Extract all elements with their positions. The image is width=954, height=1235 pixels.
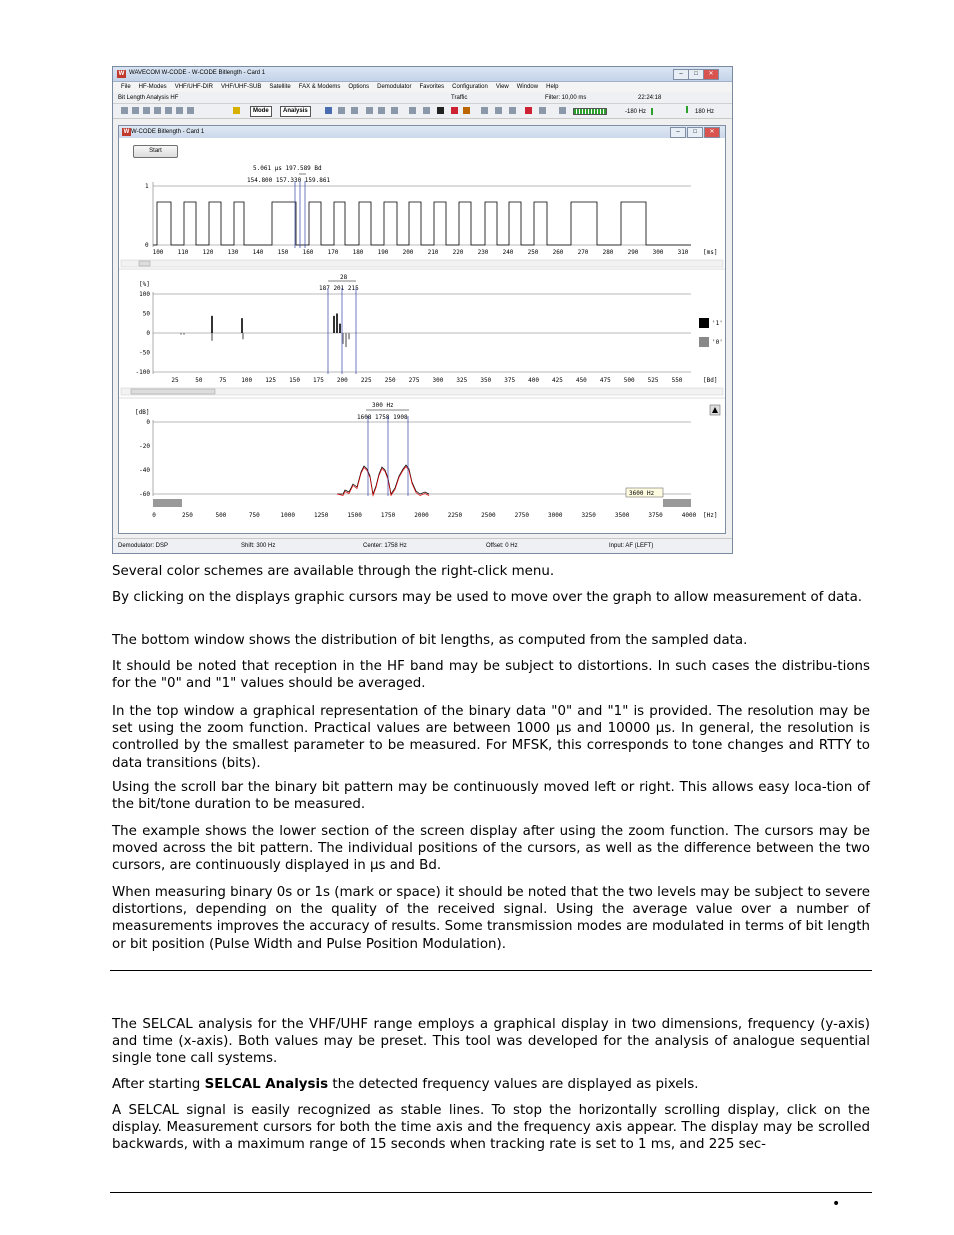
toolbar xyxy=(113,104,732,119)
arrow-down-icon[interactable] xyxy=(338,107,345,114)
g2-xtick: 375 xyxy=(504,377,516,384)
g3-y-unit: [dB] xyxy=(135,409,150,416)
help-icon[interactable] xyxy=(233,107,240,114)
status-offset: Offset: 0 Hz xyxy=(486,543,518,549)
g2-xtick: 100 xyxy=(241,377,253,384)
selcal-paragraph: The SELCAL analysis for the VHF/UHF range employs a graphical display in two dimensions, frequency (y-axis) and time (x-axis). Both values may be preset. This tool was developed for the analysis of analogue sequential single tone call systems. xyxy=(112,1017,870,1067)
selcal-paragraph xyxy=(112,1076,870,1093)
g3-xtick: 500 xyxy=(215,512,227,519)
g2-xtick: 300 xyxy=(432,377,444,384)
paragraph: Several color schemes are available through the right-click menu. xyxy=(112,564,555,579)
g2-xtick: 425 xyxy=(552,377,563,384)
g2-xtick: 125 xyxy=(265,377,277,384)
g2-ytick: -50 xyxy=(139,349,150,357)
save-icon[interactable] xyxy=(143,107,150,114)
traffic-label: Traffic xyxy=(451,95,468,101)
g2-xtick: 250 xyxy=(384,377,396,384)
footer-bullet: • xyxy=(832,1196,841,1212)
menu-item-12[interactable]: Help xyxy=(546,84,559,90)
g2-xtick: 450 xyxy=(575,377,587,384)
status-line xyxy=(113,93,732,104)
g3-xtick: 3250 xyxy=(581,512,596,519)
g2-xtick: 400 xyxy=(528,377,539,384)
g2-ytick: 0 xyxy=(146,330,150,337)
g3-ytick: -20 xyxy=(139,443,150,450)
arrow-right-icon[interactable] xyxy=(351,107,358,114)
config-icon[interactable] xyxy=(463,107,470,114)
status-shift: Shift: 300 Hz xyxy=(241,543,276,549)
g3-readout-cursors: 1608 1758 1908 xyxy=(357,414,408,421)
filter-label: Filter: 10,00 ms xyxy=(545,95,587,101)
g3-xtick: 1500 xyxy=(347,512,362,519)
g2-distribution-bars xyxy=(181,314,349,348)
g1-xtick: 170 xyxy=(327,249,339,256)
bars-icon[interactable] xyxy=(451,107,458,114)
g1-xtick: 250 xyxy=(527,249,539,256)
g3-readout-top: 300 Hz xyxy=(372,402,394,409)
g2-xtick: 175 xyxy=(313,377,324,384)
g2-ytick: 100 xyxy=(139,291,150,298)
g1-scroll-thumb[interactable] xyxy=(139,261,150,266)
menu-item-1[interactable]: HF-Modes xyxy=(138,84,167,90)
menu-item-11[interactable]: Window xyxy=(516,84,539,90)
paragraph: Using the scroll bar the binary bit pattern may be continuously moved left or right. This allows easy loca-tion of the bit/tone duration to be measured. xyxy=(112,780,870,813)
g3-ytick: 0 xyxy=(146,419,150,426)
g1-xtick: 150 xyxy=(277,249,289,256)
g1-xtick: 100 xyxy=(152,249,164,256)
g1-ytick-1: 1 xyxy=(145,183,149,190)
menu-item-3[interactable]: VHF/UHF-SUB xyxy=(221,84,262,90)
g2-readout-top: 28 xyxy=(340,274,348,281)
menu-bar xyxy=(113,82,732,92)
open-icon[interactable] xyxy=(132,107,139,114)
g3-xtick: 3500 xyxy=(614,512,630,519)
g3-x-ticks xyxy=(152,512,696,519)
g2-xtick: 200 xyxy=(336,377,348,384)
g3-xtick: 250 xyxy=(182,512,193,519)
g1-xtick: 290 xyxy=(627,249,639,256)
g1-xtick: 270 xyxy=(577,249,589,256)
sync-icon[interactable] xyxy=(481,107,488,114)
g2-xtick: 150 xyxy=(289,377,300,384)
g3-band-left xyxy=(153,499,182,507)
legend-one-swatch xyxy=(699,318,709,328)
g3-xtick: 1000 xyxy=(280,512,295,519)
paragraph: The example shows the lower section of the screen display after using the zoom function. The cursors may be moved across the bit pattern. The individual positions of the cursors, as well as the difference between the two cursors, are continuously displayed in µs and Bd. xyxy=(112,824,870,874)
plots-canvas[interactable] xyxy=(119,126,725,533)
g1-readout-cursors: 154.800 157.330 159.861 xyxy=(247,177,331,184)
analysis-mode-label: Bit Length Analysis HF xyxy=(118,95,179,101)
freq-right-label: 180 Hz xyxy=(695,109,715,115)
g1-xtick: 140 xyxy=(252,249,264,256)
analysis-button[interactable]: Analysis xyxy=(280,106,311,117)
spectrum-graph[interactable] xyxy=(119,398,725,519)
close-button[interactable]: ✕ xyxy=(703,69,719,80)
g1-xtick: 160 xyxy=(302,249,314,256)
menu-item-0[interactable]: File xyxy=(121,84,131,90)
g2-scroll-thumb[interactable] xyxy=(131,389,215,394)
g3-ytick: -60 xyxy=(139,491,150,498)
g1-xtick: 240 xyxy=(502,249,514,256)
g3-ytick: -40 xyxy=(139,467,150,474)
wavecom-small-logo-icon: W xyxy=(123,129,130,135)
paragraph: It should be noted that reception in the HF band may be subject to distortions. In such cases the distribu-tions for the "0" and "1" values should be averaged. xyxy=(112,659,870,692)
bit-pattern-graph[interactable] xyxy=(121,165,723,267)
inner-maximize-button[interactable]: □ xyxy=(687,127,703,138)
record-icon[interactable] xyxy=(423,107,430,114)
window-titlebar xyxy=(113,67,732,82)
g2-xtick: 500 xyxy=(623,377,635,384)
menu-item-8[interactable]: Favorites xyxy=(419,84,445,90)
bitlength-window-title: W-CODE Bitlength - Card 1 xyxy=(131,129,205,135)
wavecom-logo-icon: W xyxy=(118,71,125,77)
display-icon[interactable] xyxy=(525,107,532,114)
g3-xtick: 1750 xyxy=(380,512,396,519)
selcal-text: After starting xyxy=(112,1077,205,1092)
tuning-icon[interactable] xyxy=(409,107,416,114)
menu-item-5[interactable]: FAX & Modems xyxy=(298,84,341,90)
play-icon[interactable] xyxy=(391,107,398,114)
maximize-button[interactable]: □ xyxy=(688,69,704,80)
status-center: Center: 1758 Hz xyxy=(363,543,407,549)
copy-icon[interactable] xyxy=(176,107,183,114)
g2-xtick: 350 xyxy=(480,377,492,384)
status-bar xyxy=(113,538,732,553)
audio-icon[interactable] xyxy=(539,107,546,114)
waterfall-icon[interactable] xyxy=(509,107,516,114)
g1-ytick-0: 0 xyxy=(145,242,149,249)
legend-zero-label: '0' xyxy=(712,339,723,346)
paragraph: In the top window a graphical representation of the binary data "0" and "1" is provided. The resolution may be set using the zoom function. Practical values are between 1000 µs and 10000 µs. In general, the resolution is controlled by the smallest parameter to be measured. For MFSK, this corresponds to tone changes and RTTY to data transitions (bits). xyxy=(112,704,870,771)
paragraph: By clicking on the displays graphic cursors may be used to move over the graph to allow measurement of data. xyxy=(112,590,863,605)
g2-y-ticks xyxy=(136,291,151,376)
software-screenshot xyxy=(112,66,733,554)
g2-ytick: 50 xyxy=(142,310,150,318)
paragraph: The bottom window shows the distribution of bit lengths, as computed from the sampled data. xyxy=(112,633,748,648)
g1-xtick: 210 xyxy=(427,249,439,256)
inner-close-button[interactable]: ✕ xyxy=(704,127,720,138)
g2-xtick: 75 xyxy=(219,377,227,384)
g2-xtick: 25 xyxy=(171,377,179,384)
baud-distribution-graph[interactable] xyxy=(119,269,725,395)
legend-one-label: '1' xyxy=(712,320,723,327)
selcal-analysis-term: SELCAL Analysis xyxy=(204,1077,329,1092)
g2-xtick: 225 xyxy=(360,377,372,384)
print-icon[interactable] xyxy=(154,107,161,114)
g1-xtick: 120 xyxy=(202,249,214,256)
g3-xtick: 2500 xyxy=(481,512,496,519)
g1-xtick: 200 xyxy=(402,249,414,256)
new-icon[interactable] xyxy=(121,107,128,114)
g3-xtick: 3000 xyxy=(548,512,563,519)
freq-left-label: -180 Hz xyxy=(625,109,647,115)
shift-icon[interactable] xyxy=(559,107,566,114)
menu-item-2[interactable]: VHF/UHF-DIR xyxy=(174,84,214,90)
tuning-marker-right xyxy=(686,106,688,113)
g1-xtick: 300 xyxy=(652,249,664,256)
menu-item-6[interactable]: Options xyxy=(348,84,370,90)
g2-xtick: 325 xyxy=(456,377,468,384)
g1-xtick: 280 xyxy=(602,249,614,256)
arrow-left-icon[interactable] xyxy=(325,107,332,114)
section-divider xyxy=(110,970,872,971)
g1-readout-top: 5.061 µs 197.589 Bd xyxy=(253,165,322,172)
bitlength-window xyxy=(118,125,726,534)
g2-x-unit: [Bd] xyxy=(703,377,718,384)
g2-xtick: 50 xyxy=(195,377,203,384)
g2-y-unit: [%] xyxy=(139,281,150,288)
menu-item-7[interactable]: Demodulator xyxy=(377,84,412,90)
g1-xtick: 230 xyxy=(477,249,489,256)
g1-scrollbar[interactable] xyxy=(121,260,723,267)
inner-minimize-button[interactable]: – xyxy=(670,127,686,138)
g2-x-ticks xyxy=(171,377,682,384)
minimize-button[interactable]: – xyxy=(673,69,689,80)
paste-icon[interactable] xyxy=(187,107,194,114)
g3-xtick: 4000 xyxy=(681,512,697,519)
paragraph: When measuring binary 0s or 1s (mark or space) it should be noted that the two levels may be subject to severe distortions, depending on the quality of the received signal. Using the average value over a number of measurements improves the accuracy of results. Some transmission modes are modulated in terms of bit length or bit position (Pulse Width and Pulse Position Modulation). xyxy=(112,885,870,952)
selcal-paragraph: A SELCAL signal is easily recognized as stable lines. To stop the horizontally scrolling display, click on the display. Measurement cursors for both the time axis and the frequency axis appear. The display may be scrolled backwards, with a maximum range of 15 seconds when tracking rate is set to 1 ms, and 225 sec- xyxy=(112,1103,870,1153)
g3-xtick: 2000 xyxy=(414,512,429,519)
footer-divider xyxy=(110,1192,872,1193)
g3-band-right xyxy=(663,499,691,507)
g2-xtick: 475 xyxy=(599,377,611,384)
g2-readout-cursors: 187 201 215 xyxy=(319,285,359,292)
menu-item-9[interactable]: Configuration xyxy=(452,84,488,90)
zoom-out-icon[interactable] xyxy=(378,107,385,114)
g1-xtick: 220 xyxy=(452,249,464,256)
g2-ytick: -100 xyxy=(135,369,150,376)
spectrum-icon[interactable] xyxy=(437,107,444,114)
g3-xtick: 0 xyxy=(152,512,156,519)
g1-xtick: 310 xyxy=(677,249,689,256)
g1-xtick: 260 xyxy=(552,249,564,256)
selcal-text: the detected frequency values are displayed as pixels. xyxy=(328,1077,699,1092)
legend-zero-swatch xyxy=(699,337,709,347)
g2-xtick: 275 xyxy=(408,377,420,384)
g1-xtick: 190 xyxy=(377,249,389,256)
menu-item-4[interactable]: Satellite xyxy=(269,84,291,90)
g3-x-unit: [Hz] xyxy=(703,512,718,519)
zoom-in-icon[interactable] xyxy=(366,107,373,114)
g3-xtick: 2750 xyxy=(514,512,530,519)
bit-pattern-waveform xyxy=(153,202,691,245)
g1-x-ticks xyxy=(153,249,689,256)
spectrum-trace-red xyxy=(337,467,429,496)
g2-xtick: 550 xyxy=(671,377,683,384)
g3-xtick: 3750 xyxy=(648,512,663,519)
menu-item-10[interactable]: View xyxy=(495,84,509,90)
g2-xtick: 525 xyxy=(647,377,659,384)
g3-xtick: 2250 xyxy=(447,512,463,519)
level-meter xyxy=(573,108,607,115)
print-preview-icon[interactable] xyxy=(165,107,172,114)
g3-y-ticks xyxy=(139,419,150,498)
g3-marker-label: 3600 Hz xyxy=(629,490,655,497)
status-input: Input: AF (LEFT) xyxy=(609,543,654,549)
clock-label: 22:24:18 xyxy=(638,95,662,101)
tuning-marker-left xyxy=(651,108,653,115)
g1-x-unit: [ms] xyxy=(703,249,718,256)
start-button[interactable]: Start xyxy=(133,145,178,158)
g3-xtick: 1250 xyxy=(313,512,329,519)
status-demodulator: Demodulator: DSP xyxy=(118,543,169,549)
filter-icon[interactable] xyxy=(495,107,502,114)
g3-xtick: 750 xyxy=(248,512,260,519)
g1-xtick: 180 xyxy=(352,249,364,256)
g1-xtick: 130 xyxy=(227,249,239,256)
mode-button[interactable]: Mode xyxy=(250,106,272,117)
g1-xtick: 110 xyxy=(177,249,189,256)
window-title: WAVECOM W-CODE - W-CODE Bitlength - Card 1 xyxy=(129,70,266,76)
